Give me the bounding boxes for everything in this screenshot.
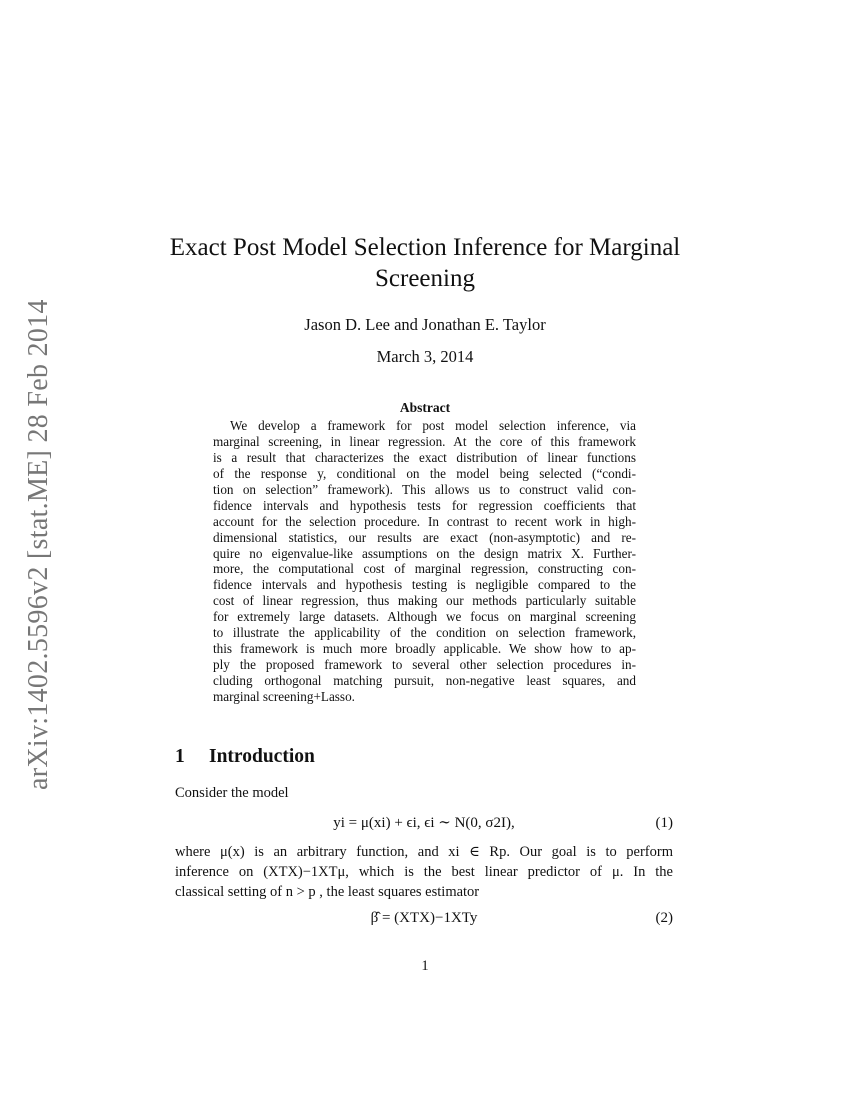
abstract-line: this framework is much more broadly applicable. We show how to ap- — [213, 641, 636, 657]
abstract-line: dimensional statistics, our results are exact (non-asymptotic) and re- — [213, 529, 636, 545]
publication-date: March 3, 2014 — [376, 347, 474, 366]
paragraph-line: inference on (XTX)−1XTμ, which is the best linear predictor of μ. In the — [175, 863, 673, 880]
abstract-line: more, the computational cost of marginal regression, constructing con- — [213, 561, 636, 577]
paragraph-line: where μ(x) is an arbitrary function, and xi ∈ Rp. Our goal is to perform — [175, 844, 673, 860]
equation-1 — [175, 813, 673, 833]
abstract-line: We develop a framework for post model selection inference, via — [230, 418, 636, 433]
abstract-body — [213, 418, 636, 705]
abstract-line: quire no eigenvalue-like assumptions on the design matrix X. Further- — [213, 545, 636, 561]
abstract-line: is a result that characterizes the exact distribution of linear functions — [213, 449, 636, 465]
abstract-heading: Abstract — [399, 400, 451, 415]
abstract-line: of the response y, conditional on the model being selected (“condi- — [213, 465, 636, 481]
abstract-line: marginal screening+Lasso. — [213, 688, 355, 704]
abstract-line: fidence intervals and hypothesis tests for regression coefficients that — [213, 497, 636, 513]
equation-2 — [175, 908, 673, 928]
paragraph-line: classical setting of n > p , the least squares estimator — [175, 883, 480, 900]
equation-1-expression: yi = μ(xi) + ϵi, ϵi ∼ N(0, σ2I), — [333, 815, 515, 831]
abstract-line: for extremely large datasets. Although we focus on marginal screening — [213, 609, 636, 625]
equation-2-expression: β̂ = (XTX)−1XTy — [370, 910, 478, 926]
intro-consider-text: Consider the model — [175, 785, 289, 801]
abstract-line: marginal screening, in linear regression. At the core of this framework — [213, 433, 636, 449]
intro-paragraph — [175, 843, 673, 902]
abstract-line: to illustrate the applicability of the condition on selection framework, — [213, 625, 636, 641]
abstract-line: cluding orthogonal matching pursuit, non-negative least squares, and — [213, 673, 636, 688]
section-number: 1 — [175, 746, 185, 767]
abstract-line: cost of linear regression, thus making our methods particularly suitable — [213, 593, 636, 609]
arxiv-identifier-stamp: arXiv:1402.5596v2 [stat.ME] 28 Feb 2014 — [23, 299, 54, 790]
equation-2-number: (2) — [655, 910, 673, 926]
abstract-line: fidence intervals and hypothesis testing is negligible compared to the — [213, 577, 636, 593]
author-list: Jason D. Lee and Jonathan E. Taylor — [304, 315, 546, 334]
abstract-line: tion on selection” framework). This allows us to construct valid con- — [213, 481, 636, 497]
abstract-line: ply the proposed framework to several other selection procedures in- — [213, 657, 636, 673]
paper-title-line-2: Screening — [375, 265, 475, 292]
section-title: Introduction — [209, 746, 315, 767]
equation-1-number: (1) — [655, 815, 673, 831]
page-number: 1 — [421, 958, 429, 974]
paper-title-line-1: Exact Post Model Selection Inference for Marginal — [169, 234, 681, 261]
section-heading-introduction — [175, 744, 315, 770]
abstract-line: account for the selection procedure. In contrast to recent work in high- — [213, 513, 636, 529]
paper-title — [150, 232, 700, 294]
